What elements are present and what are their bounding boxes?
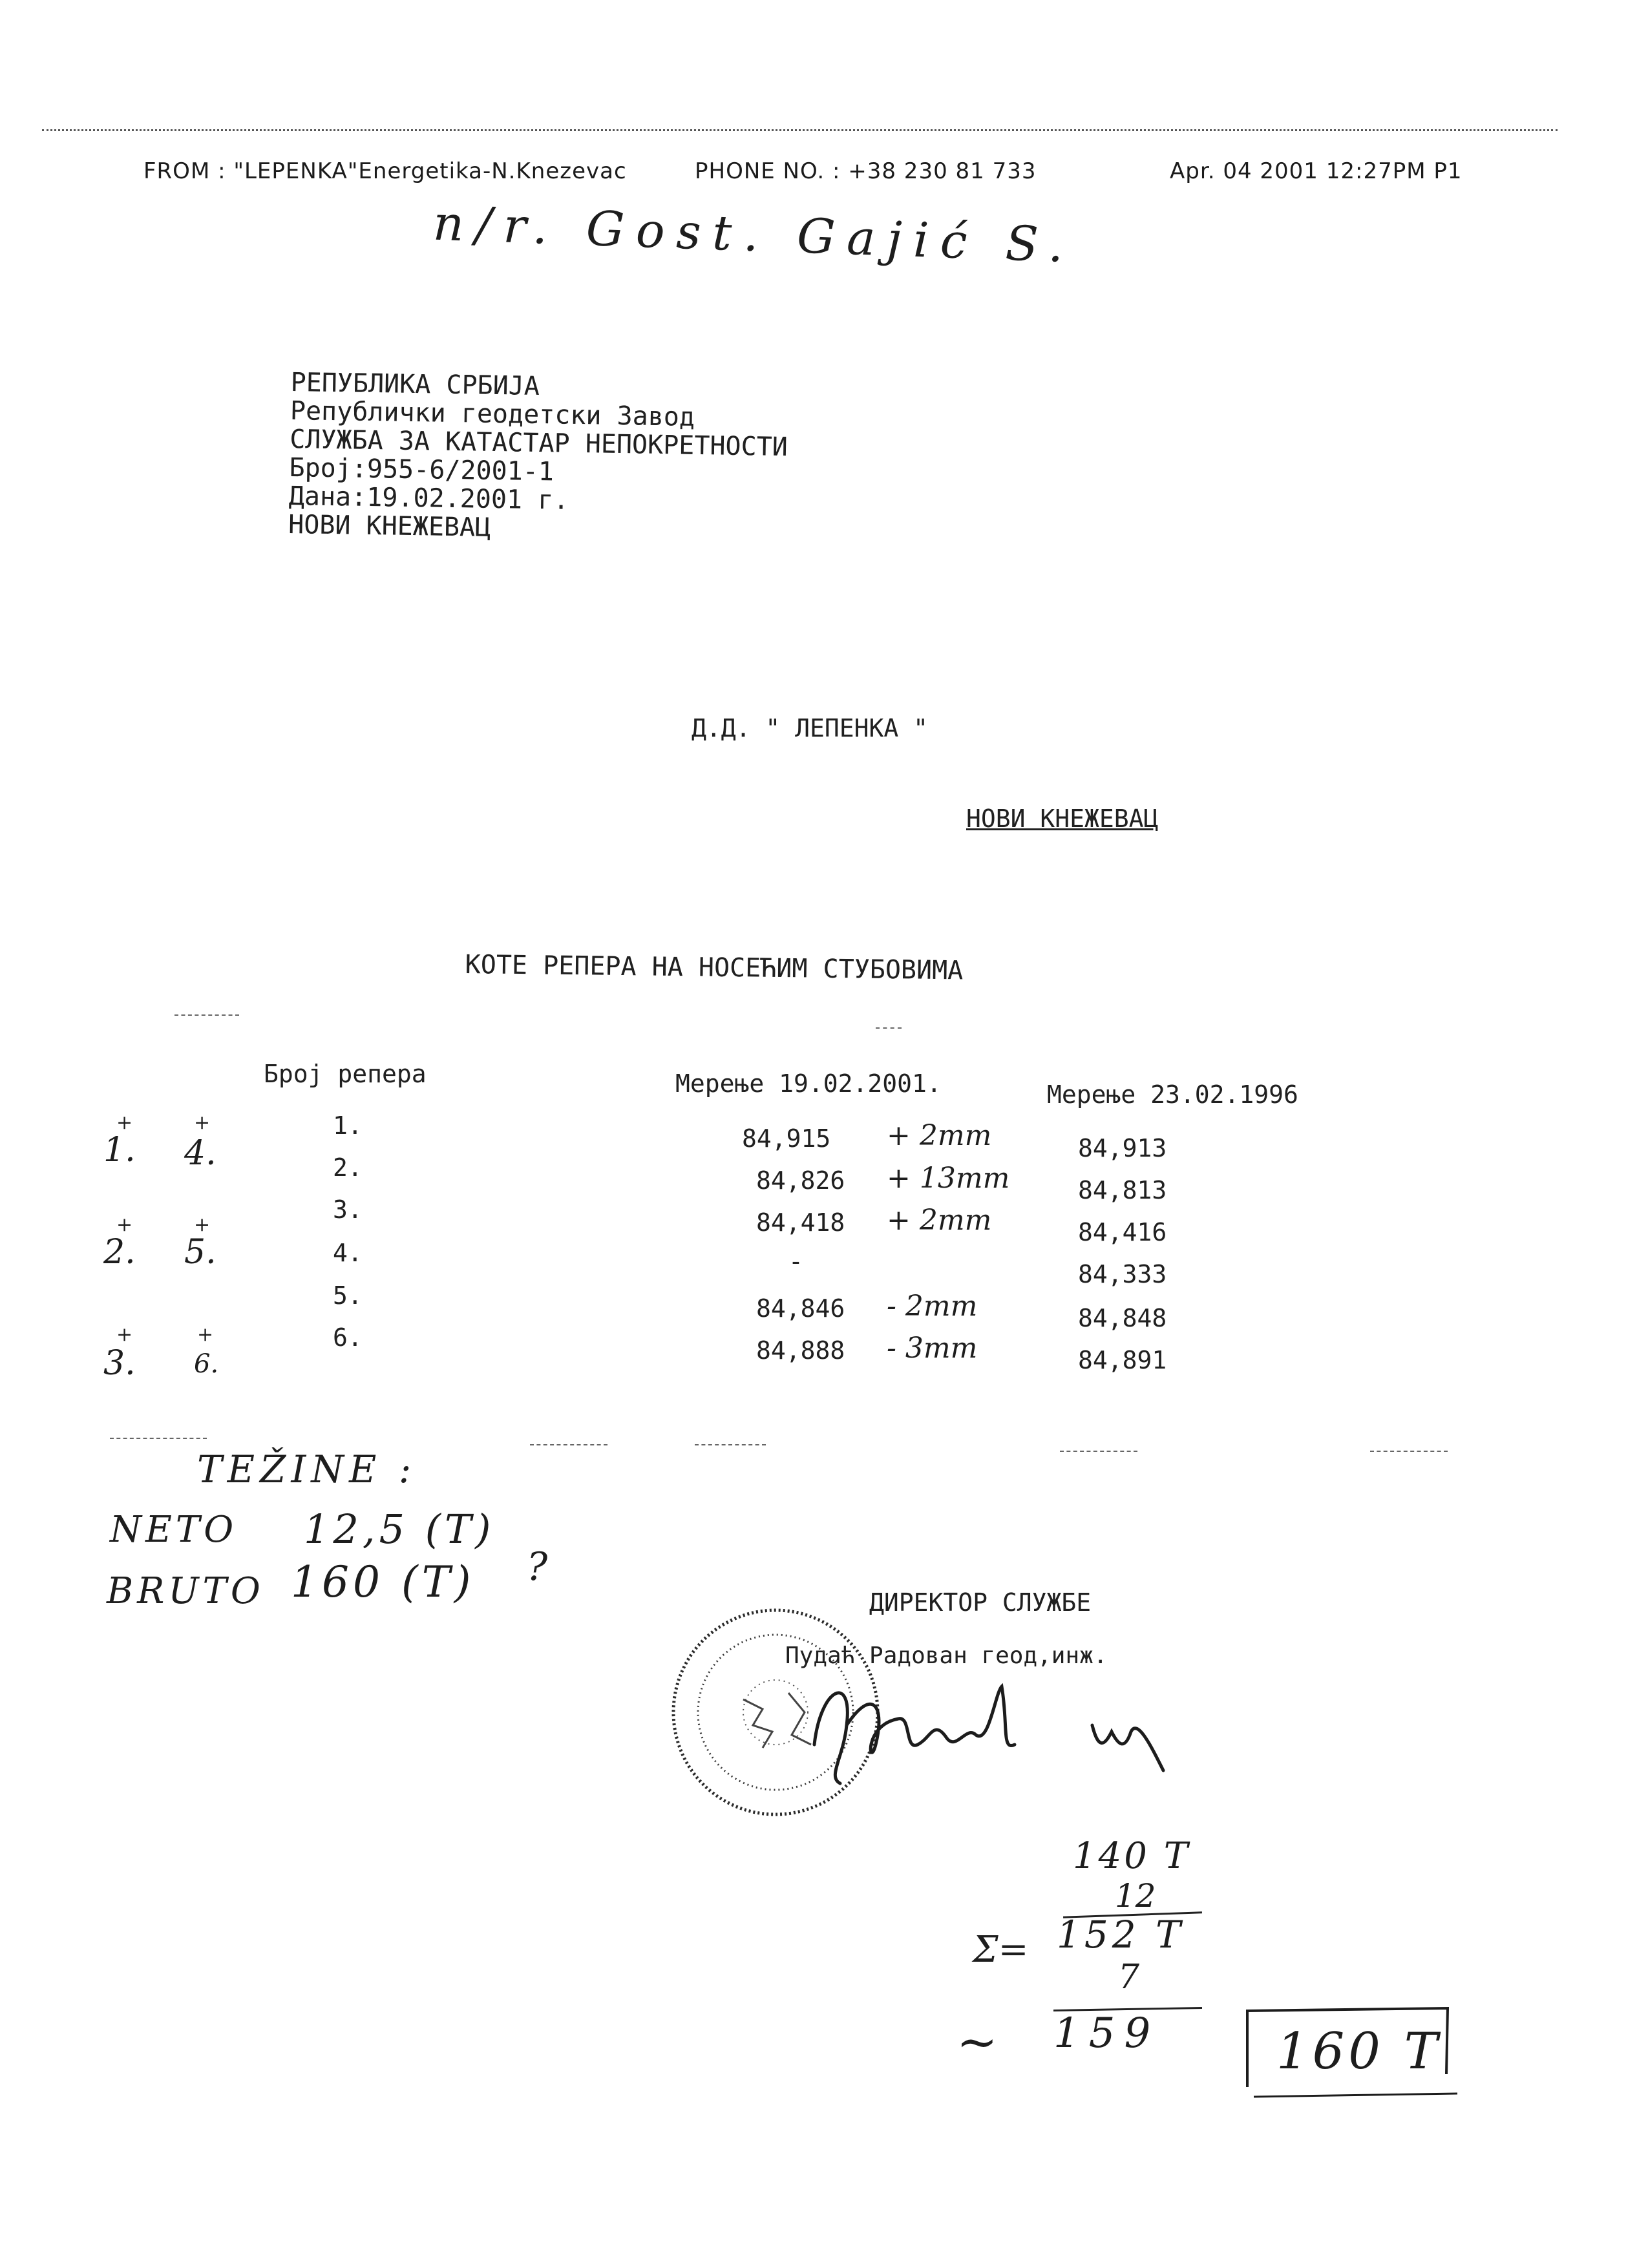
letterhead-line: НОВИ КНЕЖЕВАЦ bbox=[288, 509, 491, 543]
left-mark: 5. bbox=[184, 1233, 217, 1272]
recipient-city: НОВИ КНЕЖЕВАЦ bbox=[966, 804, 1159, 833]
cell-2001: 84,826 bbox=[756, 1166, 845, 1195]
scan-mark bbox=[1370, 1451, 1448, 1452]
neto-value: 12,5 (T) bbox=[304, 1506, 495, 1553]
letterhead-line: Дана:19.02.2001 г. bbox=[288, 481, 569, 516]
recipient-company: Д.Д. " ЛЕПЕНКА " bbox=[692, 714, 929, 742]
director-name: Пудаћ Радован геод,инж. bbox=[785, 1643, 1108, 1669]
cell-2001: 84,418 bbox=[756, 1208, 845, 1237]
fax-phone: PHONE NO. : +38 230 81 733 bbox=[695, 158, 1037, 184]
table-header-2001: Мерење 19.02.2001. bbox=[675, 1069, 942, 1098]
scan-mark bbox=[695, 1444, 766, 1445]
calc-sum-label: Σ= bbox=[973, 1929, 1029, 1971]
plus-mark: + bbox=[116, 1323, 133, 1346]
cell-diff: + 13mm bbox=[887, 1162, 1010, 1195]
scan-mark bbox=[110, 1438, 207, 1439]
left-mark: 4. bbox=[184, 1134, 217, 1173]
calc-approx: ~ bbox=[956, 2013, 998, 2070]
weights-title: TEŽINE : bbox=[197, 1447, 417, 1491]
cell-diff: + 2mm bbox=[887, 1204, 992, 1237]
bruto-value: 160 (T) bbox=[291, 1557, 475, 1607]
scan-mark bbox=[1060, 1451, 1137, 1452]
cell-diff: - 3mm bbox=[887, 1332, 978, 1365]
cell-1996: 84,891 bbox=[1078, 1346, 1167, 1374]
plus-mark: + bbox=[194, 1111, 211, 1134]
cell-number: 2. bbox=[333, 1153, 363, 1182]
letterhead-line: Републички геодетски Завод bbox=[290, 395, 695, 432]
calc-add: 7 bbox=[1118, 1958, 1140, 1997]
director-signature bbox=[801, 1648, 1202, 1796]
left-mark: 2. bbox=[103, 1233, 136, 1272]
letterhead-line: РЕПУБЛИКА СРБИЈА bbox=[290, 368, 540, 402]
cell-1996: 84,848 bbox=[1078, 1304, 1167, 1332]
document-title: КОТЕ РЕПЕРА НА НОСЕЋИМ СТУБОВИМА bbox=[465, 950, 964, 986]
scan-mark bbox=[876, 1027, 902, 1029]
left-mark: 1. bbox=[103, 1131, 136, 1170]
cell-1996: 84,913 bbox=[1078, 1134, 1167, 1162]
calc-sum: 152 T bbox=[1057, 1913, 1185, 1957]
letterhead-line: СЛУЖБА ЗА КАТАСТАР НЕПОКРЕТНОСТИ bbox=[289, 424, 788, 463]
cell-2001: - bbox=[788, 1247, 803, 1276]
left-mark: 6. bbox=[194, 1349, 219, 1379]
final-value: 160 T bbox=[1276, 2022, 1442, 2081]
cell-1996: 84,333 bbox=[1078, 1260, 1167, 1288]
fax-datetime: Apr. 04 2001 12:27PM P1 bbox=[1170, 158, 1463, 184]
cell-number: 4. bbox=[333, 1239, 363, 1267]
scan-mark bbox=[174, 1014, 239, 1016]
director-role: ДИРЕКТОР СЛУЖБЕ bbox=[869, 1588, 1092, 1617]
cell-2001: 84,888 bbox=[756, 1336, 845, 1365]
fax-dotted-rule bbox=[42, 129, 1558, 131]
scan-mark bbox=[530, 1444, 607, 1445]
calc-line2: 12 bbox=[1115, 1877, 1156, 1915]
cell-number: 6. bbox=[333, 1323, 363, 1352]
plus-mark: + bbox=[197, 1323, 214, 1346]
cell-2001: 84,915 bbox=[742, 1124, 831, 1153]
table-header-1996: Мерење 23.02.1996 bbox=[1047, 1080, 1298, 1109]
letterhead bbox=[288, 368, 789, 547]
cell-diff: + 2mm bbox=[887, 1119, 992, 1152]
cell-1996: 84,813 bbox=[1078, 1176, 1167, 1204]
cell-number: 1. bbox=[333, 1111, 363, 1140]
plus-mark: + bbox=[116, 1111, 133, 1134]
letterhead-line: Број:955-6/2001-1 bbox=[289, 452, 555, 487]
cell-1996: 84,416 bbox=[1078, 1218, 1167, 1246]
cell-number: 5. bbox=[333, 1281, 363, 1310]
cell-number: 3. bbox=[333, 1195, 363, 1224]
plus-mark: + bbox=[194, 1213, 211, 1236]
question-mark: ? bbox=[527, 1544, 548, 1590]
calc-result: 159 bbox=[1053, 2010, 1160, 2057]
left-mark: 3. bbox=[103, 1344, 136, 1383]
bruto-label: BRUTO bbox=[107, 1570, 264, 1612]
plus-mark: + bbox=[116, 1213, 133, 1236]
table-header-number: Број репера bbox=[264, 1060, 427, 1088]
cell-2001: 84,846 bbox=[756, 1294, 845, 1323]
cell-diff: - 2mm bbox=[887, 1290, 978, 1323]
neto-label: NETO bbox=[110, 1509, 238, 1551]
fax-from: FROM : "LEPENKA"Energetika-N.Knezevac bbox=[143, 158, 627, 184]
calc-line1: 140 T bbox=[1073, 1835, 1191, 1877]
handwritten-note-top: n/r. Gost. Gajić S. bbox=[432, 195, 1076, 274]
